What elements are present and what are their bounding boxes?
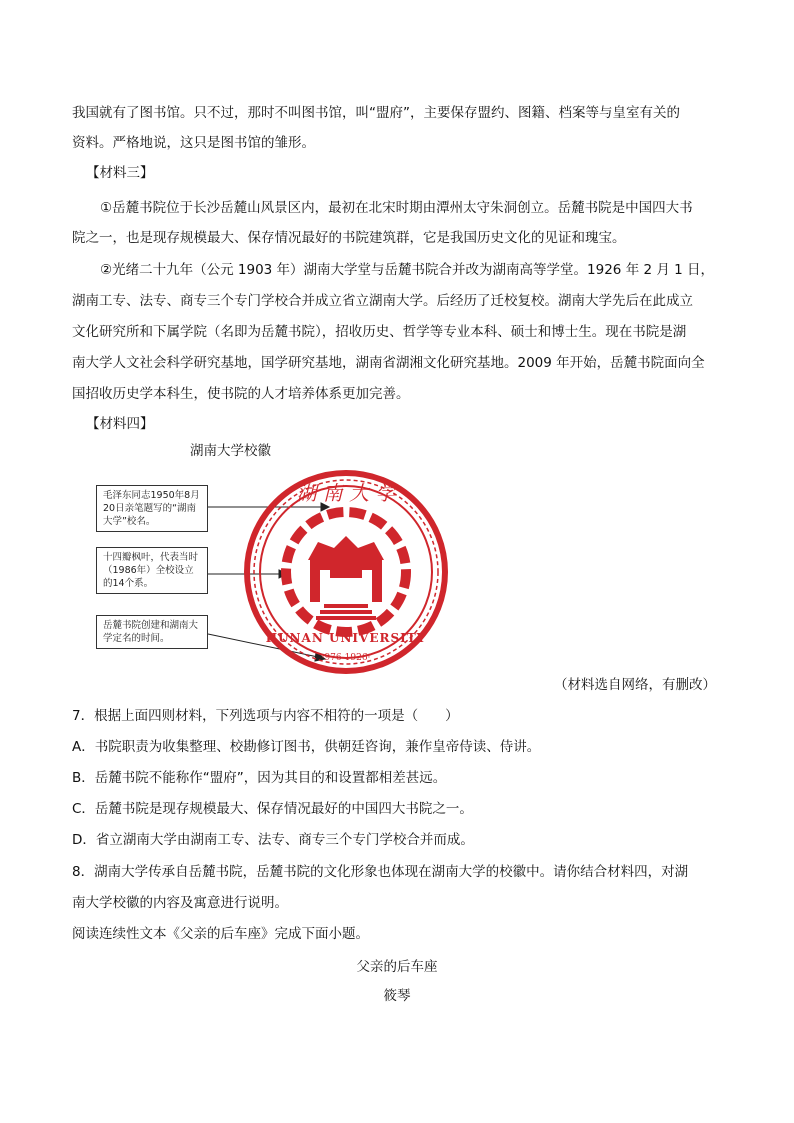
source-note: （材料选自网络，有删改） (554, 677, 716, 693)
callout-dates: 岳麓书院创建和湖南大学定名的时间。 (96, 615, 208, 649)
q7-stem: 7．根据上面四则材料，下列选项与内容不相符的一项是（ ） (72, 708, 459, 724)
q7-option-a: A．书院职责为收集整理、校勘修订图书，供朝廷咨询，兼作皇帝侍读、侍讲。 (72, 739, 541, 755)
emblem-graphic (96, 470, 476, 675)
reading-title: 父亲的后车座 (356, 959, 438, 975)
emblem-figure (96, 470, 476, 675)
callout-leaves: 十四瓣枫叶，代表当时（1986年）全校设立的14个系。 (96, 547, 208, 594)
q7-option-d: D．省立湖南大学由湖南工专、法专、商专三个专门学校合并而成。 (72, 832, 474, 848)
reading-author: 筱琴 (383, 988, 411, 1004)
emblem-english: HUNAN UNIVERSITY (265, 631, 427, 645)
material4-heading: 【材料四】 (86, 416, 154, 432)
para1-line2: 资料。严格地说，这只是图书馆的雏形。 (72, 135, 315, 151)
material3-p1-line2: 院之一，也是现存规模最大、保存情况最好的书院建筑群，它是我国历史文化的见证和瑰宝。 (72, 230, 626, 246)
para1-line1: 我国就有了图书馆。只不过，那时不叫图书馆，叫“盟府”，主要保存盟约、图籍、档案等与皇室有关的 (72, 105, 680, 121)
material3-heading: 【材料三】 (86, 165, 154, 181)
material3-p2-line1: ②光绪二十九年（公元 1903 年）湖南大学堂与岳麓书院合并改为湖南高等学堂。1926 年 2 月 1 日， (100, 262, 715, 278)
material3-p2-line3: 文化研究所和下属学院（名即为岳麓书院），招收历史、哲学等专业本科、硕士和博士生。现在书院是湖 (72, 324, 687, 340)
q7-option-c: C．岳麓书院是现存规模最大、保存情况最好的中国四大书院之一。 (72, 801, 473, 817)
emblem-seal (247, 473, 445, 671)
callout-name: 毛泽东同志1950年8月20日亲笔题写的“湖南大学”校名。 (96, 485, 208, 532)
material3-p2-line5: 国招收历史学本科生，使书院的人才培养体系更加完善。 (72, 386, 410, 402)
emblem-calligraphy: 湖 南 大 学 (296, 481, 396, 505)
academy-building-icon (308, 536, 384, 620)
q8-line2: 南大学校徽的内容及寓意进行说明。 (72, 895, 288, 911)
q8-line1: 8．湖南大学传承自岳麓书院，岳麓书院的文化形象也体现在湖南大学的校徽中。请你结合材料四，对湖 (72, 864, 689, 880)
figure-title: 湖南大学校徽 (190, 443, 271, 459)
material3-p1-line1: ①岳麓书院位于长沙岳麓山风景区内，最初在北宋时期由潭州太守朱洞创立。岳麓书院是中国四大书 (100, 200, 693, 216)
emblem-years: ·976-1926· (321, 653, 371, 663)
reading-intro: 阅读连续性文本《父亲的后车座》完成下面小题。 (72, 926, 369, 942)
material3-p2-line2: 湖南工专、法专、商专三个专门学校合并成立省立湖南大学。后经历了迁校复校。湖南大学先后在此成立 (72, 293, 693, 309)
material3-p2-line4: 南大学人文社会科学研究基地，国学研究基地，湖南省湖湘文化研究基地。2009 年开始，岳麓书院面向全 (72, 355, 705, 371)
q7-option-b: B．岳麓书院不能称作“盟府”，因为其目的和设置都相差甚远。 (72, 770, 447, 786)
